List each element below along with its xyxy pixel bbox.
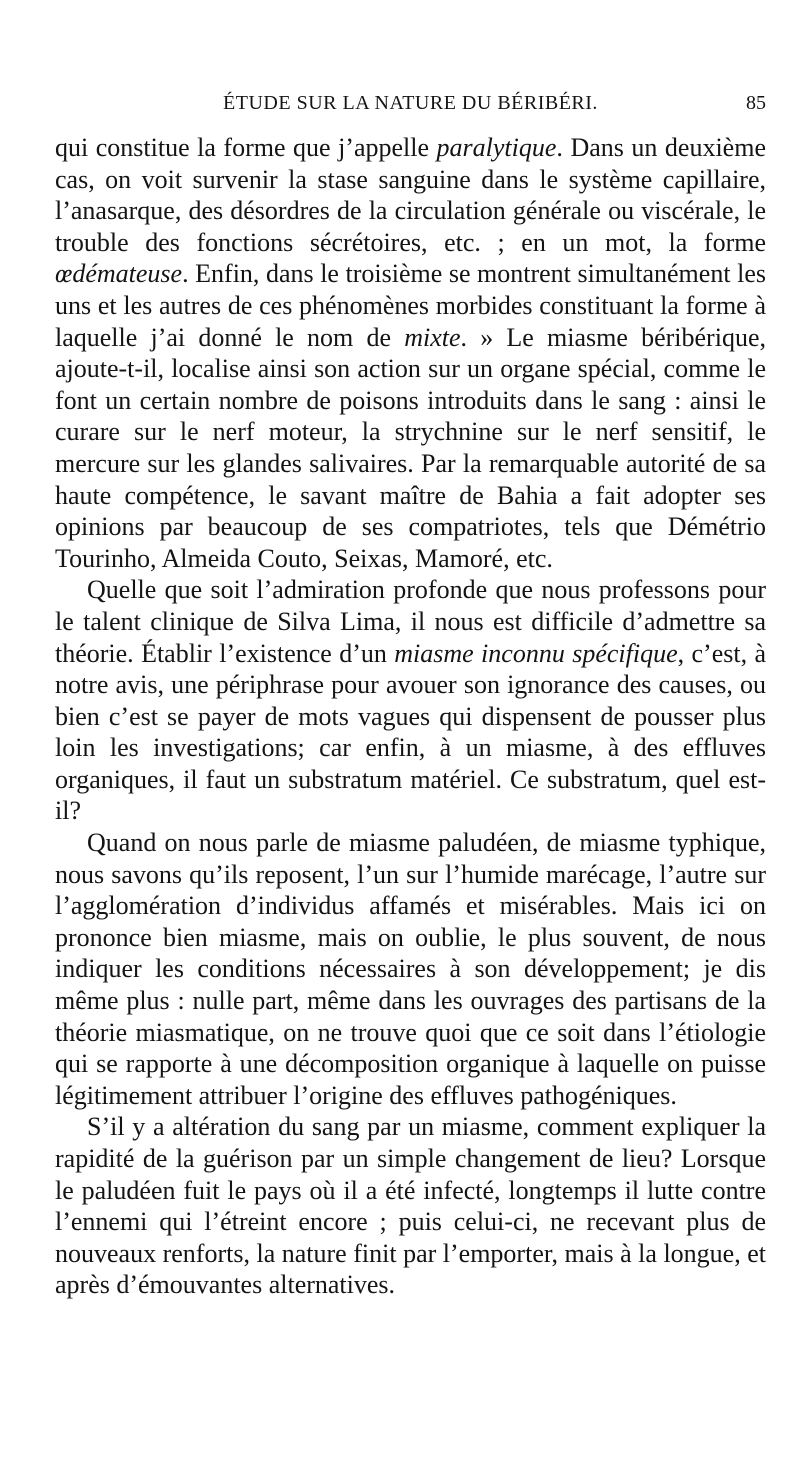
text-run: Quand on nous parle de miasme paludéen, de miasme typhique, nous savons qu’ils reposent, l’un sur l’humide marécage, l’autre sur l’agglomération d’individus affamés et misérables. Mais ici on prononce bien miasme, mais on oublie, le plus souvent, de nous indiquer les conditions nécessaires à son développement; je dis même plus : nulle part, même dans les ouvrages des partisans de la théorie miasmatique, on ne trouve quoi que ce soit dans l’étiologie qui se rapporte à une décomposition organique à laquelle on puisse légitimement attribuer l’origine des effluves pathogéniques. — [55, 828, 766, 1110]
text-run: . » Le miasme béribérique, ajoute-t-il, localise ainsi son action sur un organe spécial, comme le font un certain nombre de poisons introduits dans le sang : ainsi le curare sur le nerf moteur, la strychnine sur le nerf sensitif, le mercure sur les glandes salivaires. Par la remarquable autorité de sa haute compétence, le savant maître de Bahia a fait adopter ses opinions par beaucoup de ses compatriotes, tels que Démétrio Tourinho, Almeida Couto, Seixas, Mamoré, etc. — [55, 322, 766, 573]
italic-term: paralytique — [436, 133, 557, 162]
text-run: qui constitue la forme que j’appelle — [55, 133, 437, 162]
page-number: 85 — [746, 92, 766, 114]
text-run: Quelle que soit l’admiration profonde que nous professons pour le talent clinique de Silva Lima, il nous est difficile d’admettre sa théorie. Établir l’existence d’un — [55, 575, 766, 668]
paragraph-3 — [55, 827, 766, 1111]
text-run: , c’est, à notre avis, une périphrase pour avouer son ignorance des causes, ou bien c’est se payer de mots vagues qui dispensent de pousser plus loin les investigations; car enfin, à un miasme, à des effluves organiques, il faut un substratum matériel. Ce substratum, quel est-il? — [55, 638, 766, 826]
text-run: S’il y a altération du sang par un miasme, comment expliquer la rapidité de la guérison par un simple changement de lieu? Lorsque le paludéen fuit le pays où il a été infecté, longtemps il lutte contre l’ennemi qui l’étreint encore ; puis celui-ci, ne recevant plus de nouveaux renforts, la nature finit par l’emporter, mais à la longue, et après d’émouvantes alternatives. — [55, 1112, 766, 1300]
body-text — [55, 132, 766, 1301]
page-header — [55, 92, 766, 122]
running-title: ÉTUDE SUR LA NATURE DU BÉRIBÉRI. — [223, 92, 598, 114]
paragraph-1 — [55, 132, 766, 574]
italic-term: œdémateuse — [55, 259, 183, 289]
italic-term: miasme inconnu spécifique — [394, 638, 678, 668]
paragraph-2 — [55, 574, 766, 827]
italic-term: mixte — [404, 322, 461, 352]
paragraph-4 — [55, 1111, 766, 1301]
text-run: . Enfin, dans le troisième se montrent simultanément les uns et les autres de ces phénomènes morbides constituant la forme à laquelle j’ai donné le nom de — [55, 259, 766, 352]
text-run: . Dans un deuxième cas, on voit survenir la stase sanguine dans le système capillaire, l’anasarque, des désordres de la circulation générale ou viscérale, le trouble des fonctions sécrétoires, etc. ; en un mot, la forme — [55, 133, 766, 257]
